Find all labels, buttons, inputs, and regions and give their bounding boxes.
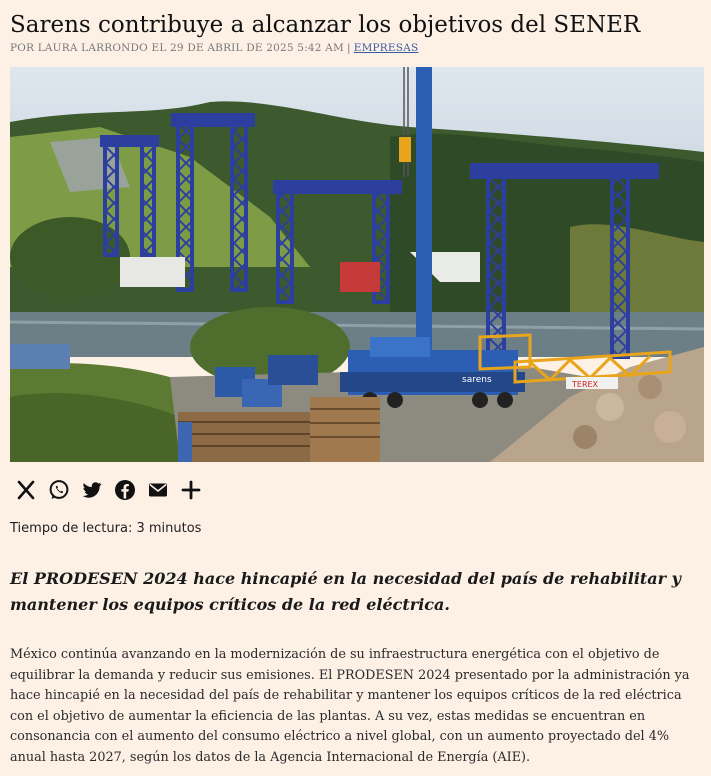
facebook-icon bbox=[114, 479, 136, 501]
category-link[interactable]: EMPRESAS bbox=[353, 42, 419, 54]
facebook-share-button[interactable] bbox=[113, 478, 137, 502]
whatsapp-icon bbox=[48, 479, 70, 501]
byline-author-date: POR LAURA LARRONDO EL 29 DE ABRIL DE 2025 5:42 AM bbox=[10, 42, 344, 54]
crane-brand-text: sarens bbox=[462, 375, 492, 385]
more-share-button[interactable] bbox=[179, 478, 203, 502]
article-paragraph: México continúa avanzando en la modernización de su infraestructura energética con el objetivo de equilibrar la demanda y reducir sus emisiones. El PRODESEN 2024 presentado por la administración ya hace hincapié en la necesidad del país de rehabilitar y mantener los equipos críticos de la red eléctrica con el objetivo de aumentar la eficiencia de las plantas. A su vez, estas medidas se encuentran en consonancia con el aumento del consumo eléctrico a nivel global, con un aumento proyectado del 4% anual hasta 2027, según los datos de la Agencia Internacional de Energía (AIE). bbox=[10, 647, 690, 765]
twitter-icon bbox=[81, 479, 103, 501]
x-share-button[interactable] bbox=[14, 478, 38, 502]
article-byline bbox=[10, 42, 418, 54]
twitter-share-button[interactable] bbox=[80, 478, 104, 502]
plus-icon bbox=[181, 480, 201, 500]
article-title: Sarens contribuye a alcanzar los objetivos del SENER bbox=[10, 12, 641, 38]
article-lead: El PRODESEN 2024 hace hincapié en la necesidad del país de rehabilitar y mantener los equipos críticos de la red eléctrica. bbox=[10, 569, 681, 614]
x-icon bbox=[16, 480, 36, 500]
email-share-button[interactable] bbox=[146, 478, 170, 502]
byline-separator: | bbox=[346, 42, 351, 54]
email-icon bbox=[147, 479, 169, 501]
whatsapp-share-button[interactable] bbox=[47, 478, 71, 502]
crane-label-text: TEREX bbox=[572, 380, 599, 389]
hero-image bbox=[10, 67, 704, 462]
reading-time: Tiempo de lectura: 3 minutos bbox=[10, 521, 202, 536]
share-bar bbox=[14, 476, 203, 504]
